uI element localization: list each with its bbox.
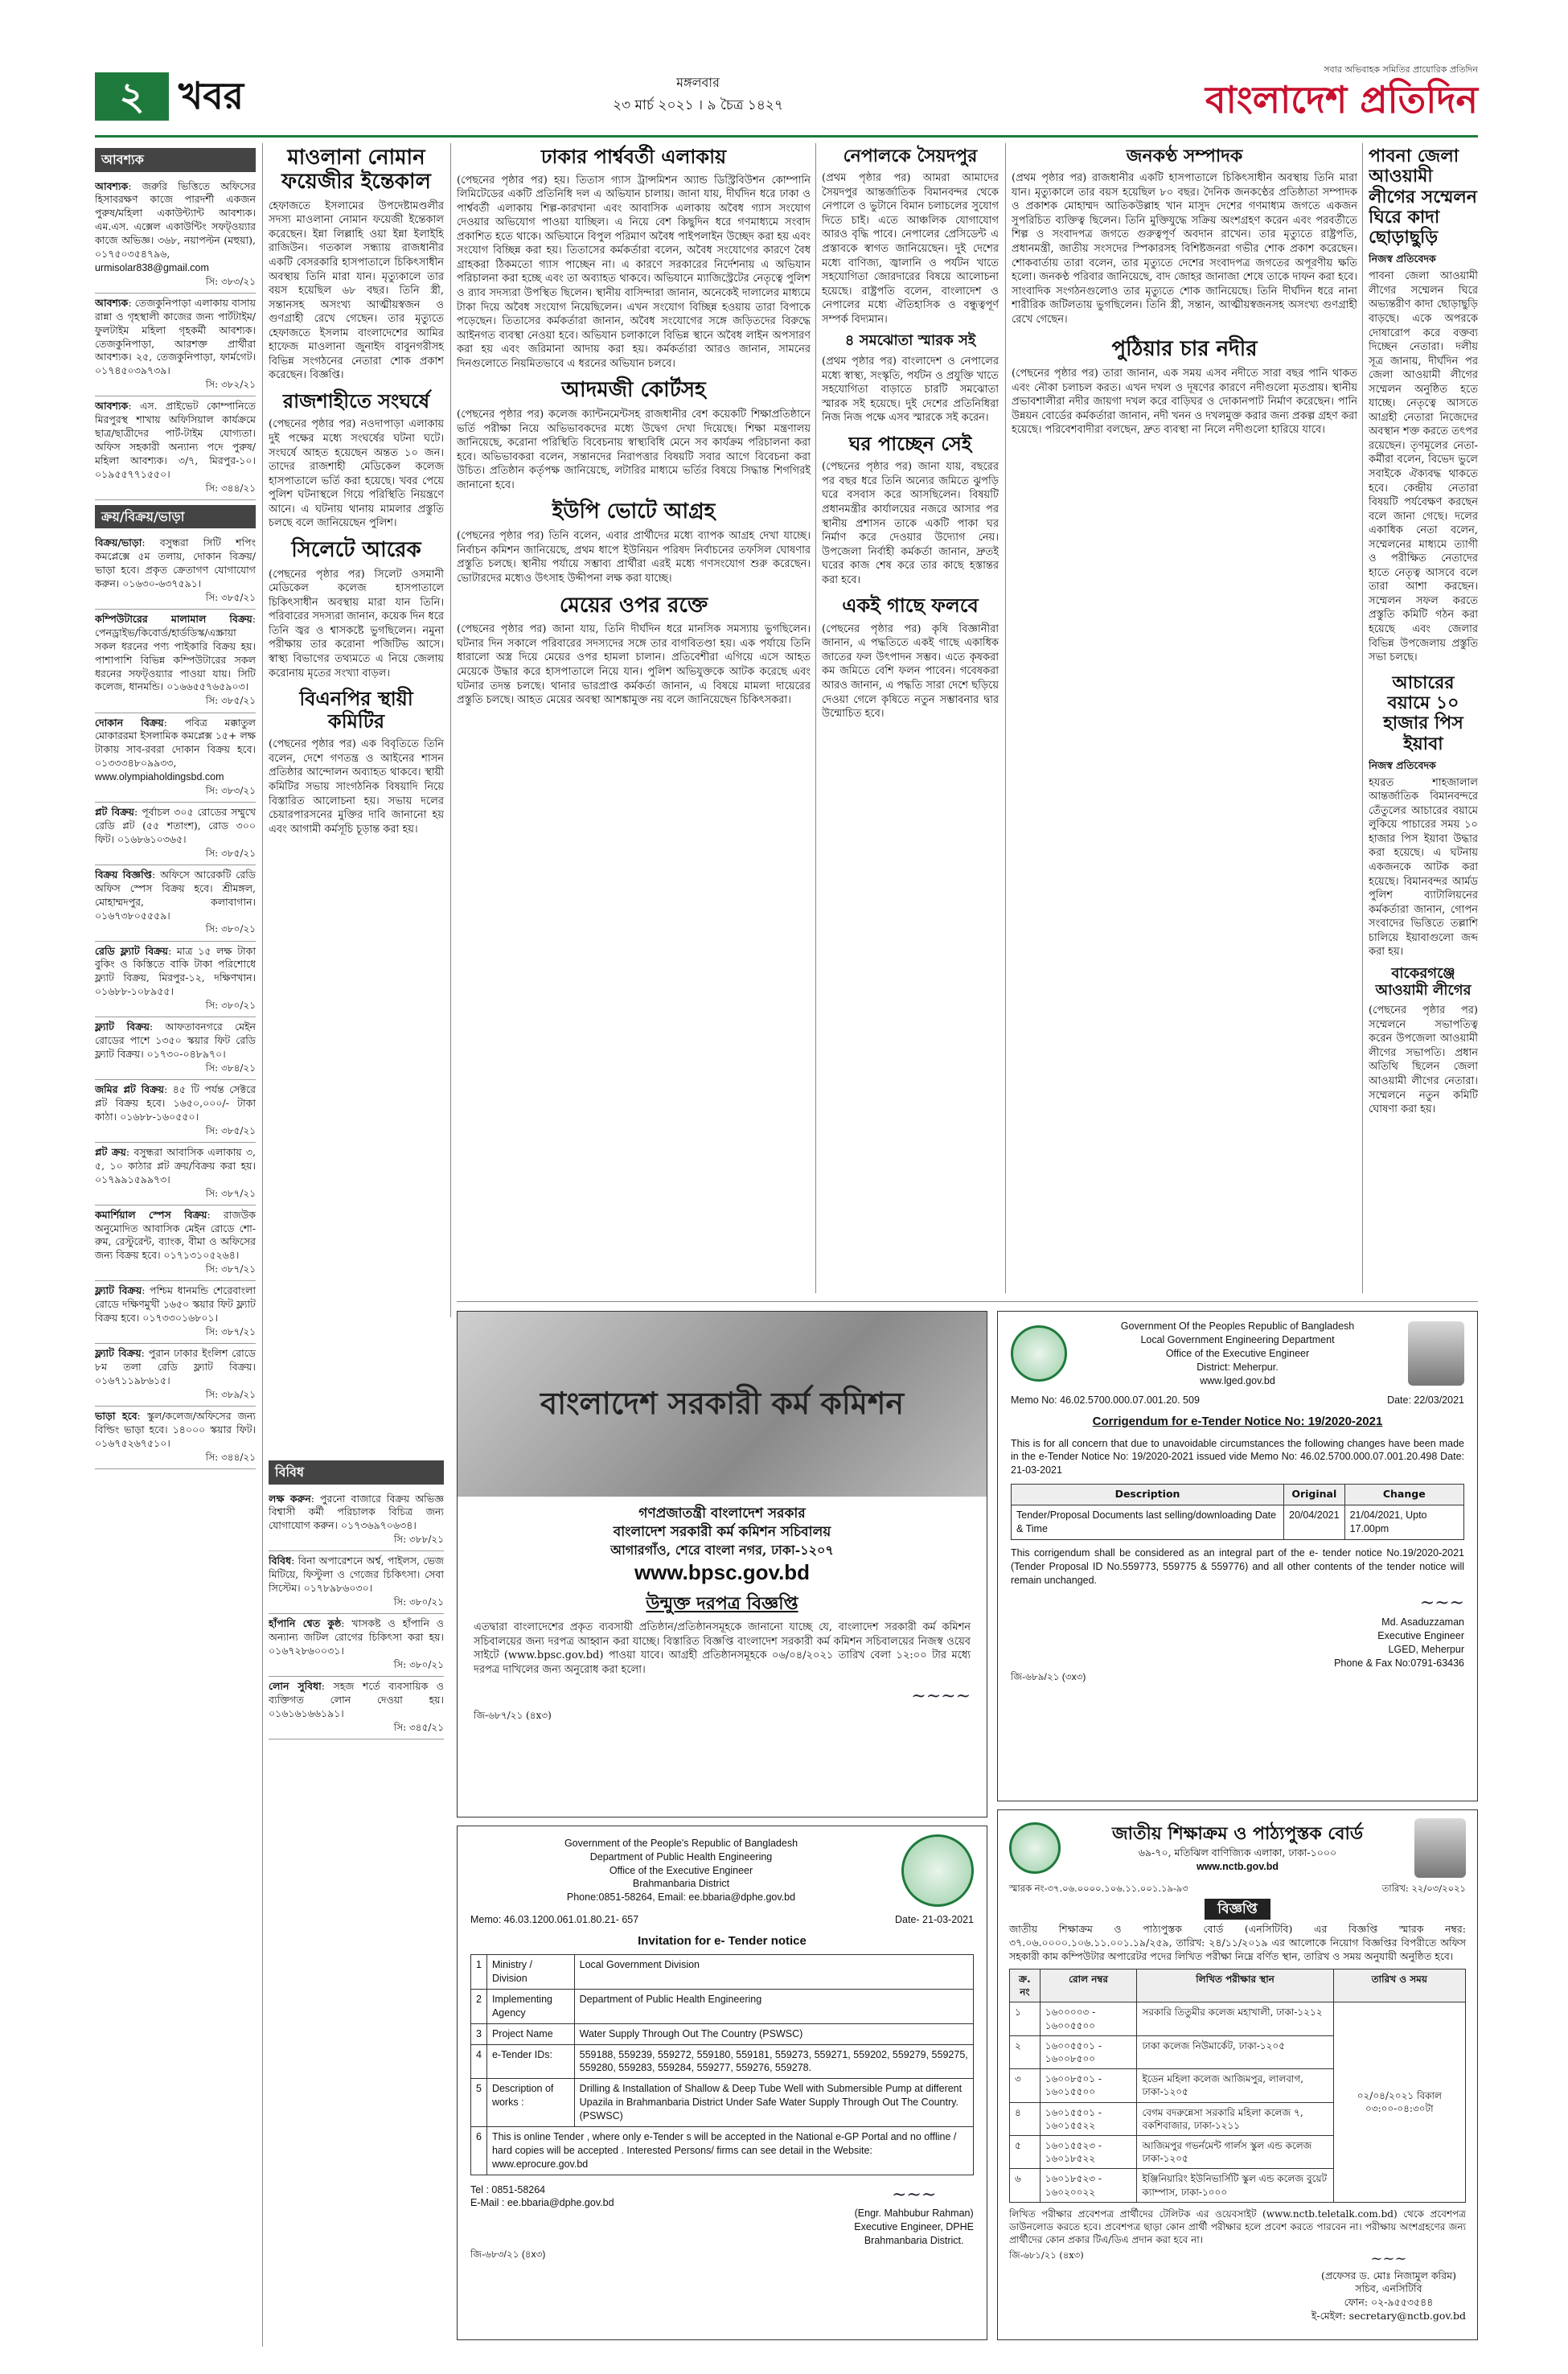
column-2 bbox=[269, 143, 444, 1446]
bibidh-ad-item bbox=[269, 1677, 444, 1739]
classified-heading-needed: আবশ্যক bbox=[95, 148, 256, 172]
nctb-phone: ফোন: ০২-৯৫৫৩৫৪৪ bbox=[1344, 2296, 1434, 2309]
nctb-th-datetime: তারিখ ও সময় bbox=[1333, 1969, 1465, 2002]
dphe-row-value: Water Supply Through Out The Country (PSWSC) bbox=[574, 2023, 973, 2044]
dphe-email[interactable]: E-Mail : ee.bbaria@dphe.gov.bd bbox=[470, 2197, 614, 2209]
nctb-row-venue: বেগম বদরুন্নেসা সরকারি মহিলা কলেজ ৭, বকশিবাজার, ঢাকা-১২১১ bbox=[1137, 2102, 1333, 2135]
column-divider bbox=[1005, 143, 1006, 1293]
nctb-row-serial: ৪ bbox=[1010, 2102, 1041, 2135]
dphe-row bbox=[471, 1955, 974, 1990]
nctb-row-roll: ১৬০০৫৫০১ - ১৬০০৮৫০০ bbox=[1040, 2035, 1137, 2068]
nctb-footer: লিখিত পরীক্ষার প্রবেশপত্র প্রার্থীদের টেলিটক এর ওয়েবসাইট (www.nctb.teletalk.com.bd) থেকে প্রবেশপত্র ডাউনলোড করতে হবে। প্রবেশপত্র ছাড়া কোন প্রার্থী পরীক্ষার হলে প্রবেশ করতে পারবেন না। পরীক্ষায় অংশগ্রহণের জন্য প্রার্থীদের কোন প্রকার টিএ/ডিএ প্রদান করা হবে না। bbox=[1009, 2208, 1466, 2246]
body-up-vote: (পেছনের পৃষ্ঠার পর) তিনি বলেন, এবার প্রার্থীদের মধ্যে ব্যাপক আগ্রহ দেখা যাচ্ছে। নির্বাচন কমিশন জানিয়েছে, প্রথম ধাপে ইউনিয়ন পরিষদ নির্বাচনের তফসিল ঘোষণার প্রস্তুতি চলছে। স্থানীয় পর্যায়ে সম্ভাব্য প্রার্থীরা এরই মধ্যে গণসংযোগ শুরু করেছেন। ভোটারদের মধ্যেও উৎসাহ উদ্দীপনা লক্ষ করা যাচ্ছে। bbox=[457, 530, 811, 585]
body-ice: হযরত শাহজালাল আন্তর্জাতিক বিমানবন্দরে তেঁতুলের আচারের বয়ামে লুকিয়ে পাচারের সময় ১০ হাজার পিস ইয়াবা উদ্ধার করা হয়েছে। এ ঘটনায় একজনকে আটক করা হয়েছে। বিমানবন্দর আর্মড পুলিশ ব্যাটালিয়নের কর্মকর্তারা জানান, গোপন সংবাদের ভিত্তিতে তল্লাশি চালিয়ে ইয়াবাগুলো জব্দ করা হয়। bbox=[1369, 776, 1478, 959]
bibidh-ad-ref: সি: ৩৮০/২১ bbox=[393, 1658, 444, 1670]
lged-web[interactable]: www.lged.gov.bd bbox=[1200, 1374, 1275, 1386]
sale-ad-title: ফ্ল্যাট বিক্রয় bbox=[95, 1021, 150, 1033]
needed-ad-text: : এস. প্রাইভেট কোম্পানিতে মিরপুরস্থ শাখায় অফিসিয়াল কার্যক্রমে ছাত্র/ছাত্রীদের পার্ট-টাইম যোগ্যতা। অফিস সহকারী অন্যান্য পদে পুরুষ/মহিলা আবশ্যক। ৩/৭, মিরপুর-১০। ০১৯৫৫৭৭১৫৫০। bbox=[95, 400, 256, 480]
nctb-row-venue: আজিমপুর গভর্নমেন্ট গার্লস স্কুল এন্ড কলেজ ঢাকা-১২০৫ bbox=[1137, 2135, 1333, 2168]
dphe-row-value: 559188, 559239, 559272, 559180, 559181, 559273, 559271, 559202, 559279, 559275, 559280, 559283, 559284, 559277, 559276, 559278. bbox=[574, 2044, 973, 2079]
dphe-gov: Government of the People's Republic of Bangladesh bbox=[564, 1837, 798, 1849]
bibidh-ad-item bbox=[269, 1614, 444, 1677]
sale-ad-text: : স্কুল/কলেজ/অফিসের জন্য বিল্ডিং ভাড়া হবে। ১৪০০০ স্কয়ার ফিট। ০১৬৭৫২৬৭৫১০। bbox=[95, 1410, 256, 1449]
body-rivers: (পেছনের পৃষ্ঠার পর) তারা জানান, এক সময় এসব নদীতে সারা বছর পানি থাকত এবং নৌকা চলাচল করত। এখন দখল ও দূষণের কারণে নদীগুলো মৃতপ্রায়। স্থানীয় প্রভাবশালীরা নদীর জায়গা দখল করে বাড়িঘর ও দোকানপাট নির্মাণ করেছেন। পানি উন্নয়ন বোর্ডের কর্মকর্তারা জানান, নদী খনন ও দখলমুক্ত করার জন্য প্রকল্প গ্রহণ করা হয়েছে। পরিবেশবাদীরা বলছেন, দ্রুত ব্যবস্থা না নিলে নদীগুলো হারিয়ে যাবে। bbox=[1012, 368, 1357, 437]
nctb-signer: (প্রফেসর ড. মোঃ নিজামুল করিম) bbox=[1320, 2269, 1456, 2282]
nctb-row-venue: ঢাকা কলেজ নিউমার্কেট, ঢাকা-১২০৫ bbox=[1137, 2035, 1333, 2068]
column-3 bbox=[457, 143, 811, 1293]
ad-lged bbox=[997, 1311, 1478, 1801]
ads-divider bbox=[457, 1301, 1478, 1302]
sale-ad-ref: সি: ৩৮৭/২১ bbox=[205, 1326, 256, 1337]
dphe-date: Date- 21-03-2021 bbox=[895, 1914, 974, 1925]
sale-ad-item bbox=[95, 533, 256, 610]
sale-ad-text: : পশ্চিম ধানমন্ডি শেরেবাংলা রোডে দক্ষিণমুখী ১৬৫০ স্কয়ার ফিট ফ্ল্যাট বিক্রয় হবে। ০১৭৩৩০১৬৮০১। bbox=[95, 1284, 256, 1325]
bibidh-column bbox=[269, 1456, 444, 2340]
headline-janakantha: জনকণ্ঠ সম্পাদক bbox=[1126, 146, 1243, 166]
lged-signature: ~~~ bbox=[1419, 1593, 1464, 1614]
dphe-signature: ~~~ bbox=[891, 2184, 937, 2205]
sale-ad-ref: সি: ৩৮০/২১ bbox=[205, 1000, 256, 1012]
headline-bnp: বিএনপির স্থায়ী কমিটির bbox=[299, 688, 413, 733]
dphe-memo: Memo: 46.03.1200.061.01.80.21- 657 bbox=[470, 1914, 639, 1925]
lged-th-description: Description bbox=[1012, 1485, 1284, 1505]
column-4 bbox=[822, 143, 999, 1293]
headline-meyer: মেয়ের ওপর রক্তে bbox=[559, 593, 708, 618]
nctb-th-serial: ক্র. নং bbox=[1010, 1969, 1041, 2002]
needed-ad-title: আবশ্যক bbox=[95, 400, 129, 413]
sale-ad-title: ফ্ল্যাট বিক্রয় bbox=[95, 1347, 142, 1360]
nctb-address: ৬৯-৭০, মতিঝিল বাণিজ্যিক এলাকা, ঢাকা-১০০০ bbox=[1138, 1846, 1337, 1859]
lged-signer: Md. Asaduzzaman bbox=[1381, 1616, 1464, 1629]
sale-ad-ref: সি: ৩৮৭/২১ bbox=[205, 1263, 256, 1275]
nctb-signer-title: সচিব, এনসিটিবি bbox=[1355, 2282, 1422, 2295]
classified-heading-bibidh: বিবিধ bbox=[269, 1460, 444, 1485]
bpsc-signature: ~~~~ bbox=[911, 1686, 971, 1707]
lged-intro: This is for all concern that due to unavoidable circumstances the following changes have been made in the e-Tender Notice No: 19/2020-2021 issued vide Memo No: 46.02.5700.000.07.001.20.498 Date: 21-03-2021 bbox=[1011, 1437, 1464, 1477]
headline-barishal: বাকেরগঞ্জে আওয়ামী লীগের bbox=[1375, 964, 1472, 999]
sale-ad-item bbox=[95, 865, 256, 942]
body-barishal: (পেছনের পৃষ্ঠার পর) সম্মেলনে সভাপতিত্ব করেন উপজেলা আওয়ামী লীগের সভাপতি। প্রধান অতিথি ছিলেন জেলা আওয়ামী লীগের নেতারা। সম্মেলনে নতুন কমিটি ঘোষণা করা হয়। bbox=[1369, 1004, 1478, 1116]
sale-ad-text: : বসুন্ধরা আবাসিক এলাকায় ৩, ৫, ১০ কাঠার প্লট ক্রয়/বিক্রয় করা হয়। ০১৭৯৯১৫৯৯৭৩। bbox=[95, 1145, 256, 1185]
brand-logo: বাংলাদেশ প্রতিদিন bbox=[1205, 77, 1478, 121]
needed-ad-item bbox=[95, 177, 256, 294]
column-divider bbox=[815, 143, 816, 1293]
needed-ad-ref: সি: ৩৮৩/২১ bbox=[205, 275, 256, 287]
bpsc-gov: গণপ্রজাতন্ত্রী বাংলাদেশ সরকার bbox=[638, 1505, 806, 1522]
headline-rivers: পুঠিয়ার চার নদীর bbox=[1111, 337, 1258, 362]
body-mou: (প্রথম পৃষ্ঠার পর) বাংলাদেশ ও নেপালের মধ্যে স্বাস্থ্য, সংস্কৃতি, পর্যটন ও প্রযুক্তি খাতে সহযোগিতা বাড়াতে চারটি সমঝোতা স্মারক সই হয়েছে। দুই দেশের প্রতিনিধিরা নিজ নিজ পক্ষে এসব স্মারকে সই করেন। bbox=[822, 355, 999, 425]
sale-ad-title: জমির প্লট বিক্রয় bbox=[95, 1083, 165, 1096]
sale-ad-title: কম্পিউটারের মালামাল বিক্রয় bbox=[95, 613, 252, 626]
dphe-row bbox=[471, 1989, 974, 2023]
sale-ad-ref: সি: ৩৮৫/২১ bbox=[205, 695, 256, 707]
sale-ad-title: বিক্রয়/ভাড়া bbox=[95, 536, 142, 549]
dphe-signer: (Engr. Mahbubur Rahman) bbox=[854, 2208, 974, 2220]
sale-ad-ref: সি: ৩৮৪/২১ bbox=[205, 1062, 256, 1074]
nctb-row-venue: ইডেন মহিলা কলেজ আজিমপুর, লালবাগ, ঢাকা-১২০৫ bbox=[1137, 2069, 1333, 2102]
sale-ad-item bbox=[95, 1407, 256, 1469]
nctb-row-serial: ৬ bbox=[1010, 2169, 1041, 2202]
bibidh-ad-text: : সহজ শর্তে ব্যবসায়িক ও ব্যক্তিগত লোন দেওয়া হয়। ০১৬১৬১৬৬১৯১। bbox=[269, 1680, 444, 1719]
dphe-office: Office of the Executive Engineer bbox=[609, 1864, 753, 1876]
sale-ad-title: প্লট ক্রয় bbox=[95, 1145, 126, 1158]
dphe-row-key: Implementing Agency bbox=[486, 1989, 574, 2023]
dphe-row bbox=[471, 2023, 974, 2044]
bpsc-web[interactable]: www.bpsc.gov.bd bbox=[634, 1560, 811, 1585]
masthead-rule bbox=[95, 135, 1478, 138]
dphe-ref: জি-৬৮৩/২১ (৪x৩) bbox=[470, 2248, 546, 2260]
bpsc-ref: জি-৬৮৭/২১ (৪x৩) bbox=[474, 1710, 552, 1722]
sale-ad-item bbox=[95, 1017, 256, 1080]
nctb-row-roll: ১৬০০০০৩ - ১৬০০৫৫০০ bbox=[1040, 2002, 1137, 2035]
sale-ad-ref: সি: ৩৮০/২১ bbox=[205, 923, 256, 935]
sale-ad-text: : পবিত্র মক্কাতুল মোকাররমা ইসলামিক কমপ্লেক্স ১৫+ লক্ষ টাকায় সাব-রবরা দোকান বিক্রয় হবে। ০১৩৩৩৪৮০৯৯৩৩, bbox=[95, 716, 256, 770]
brand bbox=[1205, 64, 1478, 123]
bpsc-title: উন্মুক্ত দরপত্র বিজ্ঞপ্তি bbox=[646, 1592, 798, 1614]
section-name: খবর bbox=[179, 74, 244, 117]
sale-ad-text: : পুরান ঢাকার ইংলিশ রোডে ৮ম তলা রেডি ফ্ল্যাট বিক্রয়। ০১৬৭১১৯৮৬১৫। bbox=[95, 1347, 256, 1386]
sale-ad-ref: সি: ৩৮৭/২১ bbox=[205, 1187, 256, 1199]
nctb-title: জাতীয় শিক্ষাক্রম ও পাঠ্যপুস্তক বোর্ড bbox=[1111, 1823, 1364, 1845]
sale-ad-web[interactable]: www.olympiaholdingsbd.com bbox=[95, 771, 224, 782]
sale-ad-item bbox=[95, 1344, 256, 1407]
lged-row-original: 20/04/2021 bbox=[1284, 1505, 1345, 1540]
nctb-date-time: ০২/০৪/২০২১ বিকাল ০৩:০০-০৪:৩০টা bbox=[1333, 2002, 1465, 2202]
sale-ad-title: প্লট বিক্রয় bbox=[95, 806, 135, 819]
headline-ice: আচারের বয়ামে ১০ হাজার পিস ইয়াবা bbox=[1383, 672, 1463, 754]
nctb-web[interactable]: www.nctb.gov.bd bbox=[1196, 1860, 1279, 1872]
nctb-row bbox=[1010, 2002, 1466, 2035]
bpsc-photo-sign: বাংলাদেশ সরকারী কর্ম কমিশন bbox=[540, 1386, 905, 1422]
headline-up-vote: ইউপি ভোটে আগ্রহ bbox=[552, 499, 716, 524]
sale-ad-ref: সি: ৩৮৩/২১ bbox=[205, 784, 256, 796]
nctb-signature: ~~~ bbox=[1370, 2250, 1407, 2268]
bibidh-ad-ref: সি: ৩৮৮/২১ bbox=[393, 1534, 444, 1546]
lged-title: Corrigendum for e-Tender Notice No: 19/2020-2021 bbox=[1092, 1415, 1383, 1429]
body-nepal: (প্রথম পৃষ্ঠার পর) আমরা আমাদের সৈয়দপুর আন্তর্জাতিক বিমানবন্দর থেকে নেপালে ও ভুটানে বিমান চলাচলের সুযোগ দিতে চাই। এতে আঞ্চলিক যোগাযোগ আরও বৃদ্ধি পাবে। নেপালের প্রেসিডেন্ট এ প্রস্তাবকে স্বাগত জানিয়েছেন। দুই দেশের মধ্যে বাণিজ্য, জ্বালানি ও পর্যটন খাতে সহযোগিতা জোরদারের বিষয়ে আলোচনা হয়েছে। রাষ্ট্রপতি বলেন, বাংলাদেশ ও নেপালের মধ্যে ঐতিহাসিক ও বন্ধুত্বপূর্ণ সম্পর্ক বিদ্যমান। bbox=[822, 172, 999, 326]
sale-ad-ref: সি: ৩৮৫/২১ bbox=[205, 591, 256, 603]
bibidh-ad-title: লক্ষ করুন bbox=[269, 1492, 311, 1505]
dphe-row-number: 6 bbox=[471, 2126, 487, 2175]
body-ghor: (পেছনের পৃষ্ঠার পর) জানা যায়, বছরের পর বছর ধরে তিনি অন্যের জমিতে ঝুপড়ি ঘরে বসবাস করে আসছিলেন। বিষয়টি প্রধানমন্ত্রীর কার্যালয়ের নজরে আসার পর স্থানীয় প্রশাসন তাকে একটি পাকা ঘর নির্মাণ করে দেওয়ার উদ্যোগ নেয়। উপজেলা নির্বাহী কর্মকর্তা জানান, দ্রুতই ঘরের কাজ শেষ করে তার কাছে হস্তান্তর করা হবে। bbox=[822, 461, 999, 586]
nctb-notice: বিজ্ঞপ্তি bbox=[1205, 1899, 1270, 1920]
bibidh-ad-title: হাঁপানি শ্বেত কুষ্ঠ bbox=[269, 1617, 342, 1630]
lged-office: Office of the Executive Engineer bbox=[1165, 1347, 1310, 1359]
ad-bpsc bbox=[457, 1311, 987, 1817]
dphe-row-number: 1 bbox=[471, 1955, 487, 1990]
sale-ad-item bbox=[95, 1281, 256, 1344]
sale-ad-item bbox=[95, 1143, 256, 1205]
nctb-row-roll: ১৬০০৮৫০১ - ১৬০১৫৫০০ bbox=[1040, 2069, 1137, 2102]
sale-ad-text: : রাজউক অনুমোদিত আবাসিক মেইন রোডে শো-রুম, রেস্টুরেন্ট, ব্যাংক, বীমা ও অফিসের জন্য বিক্রয় হবে। ০১৭১৩১০৫২৬৪। bbox=[95, 1208, 256, 1262]
sale-ad-title: বিক্রয় বিজ্ঞপ্তি bbox=[95, 868, 152, 881]
bpsc-building-photo bbox=[458, 1312, 987, 1497]
needed-ad-item bbox=[95, 294, 256, 396]
lged-th-original: Original bbox=[1284, 1485, 1345, 1505]
dphe-row-value: This is online Tender , where only e-Tender s will be accepted in the National e-GP Portal and no offline / hard copies will be accepted . Interested Persons/ firms can see detail in the Website: www.eprocure.gov.bd bbox=[486, 2126, 973, 2175]
dphe-table bbox=[470, 1954, 974, 2175]
sale-ad-item bbox=[95, 1080, 256, 1143]
sale-ad-item bbox=[95, 610, 256, 713]
nctb-th-venue: লিখিত পরীক্ষার স্থান bbox=[1137, 1969, 1333, 2002]
dphe-row-key: Description of works : bbox=[486, 2079, 574, 2127]
page-number: ২ bbox=[95, 72, 169, 121]
sale-ad-text: : মাত্র ১৫ লক্ষ টাকা বুকিং ও কিস্তিতে বাকি টাকা পরিশোধে ফ্ল্যাট বিক্রয়, মিরপুর-১২, দক্ষিণখান। ০১৬৮৮-১০৮৯৫৫। bbox=[95, 944, 256, 998]
dphe-row-key: e-Tender IDs: bbox=[486, 2044, 574, 2079]
headline-pabna: পাবনা জেলা আওয়ামী লীগের সম্মেলন ঘিরে কাদা ছোড়াছুড়ি bbox=[1369, 146, 1477, 248]
nctb-row-roll: ১৬০১৫৫২৩ - ১৬০১৮৫২২ bbox=[1040, 2135, 1137, 2168]
sale-ad-text: : ৪৫ টি পর্যন্ত সেক্টরে প্লট বিক্রয় হবে। ১৬৫০,০০০/- টাকা কাঠা। ০১৬৮৮-১৬০৫৫০। bbox=[95, 1083, 256, 1123]
dphe-row-value: Drilling & Installation of Shallow & Deep Tube Well with Submersible Pump at different Upazila in Brahmanbaria District Under Safe Water Supply Through Out The Country.(PSWSC) bbox=[574, 2079, 973, 2127]
sale-ad-item bbox=[95, 1205, 256, 1282]
nctb-row-serial: ১ bbox=[1010, 2002, 1041, 2035]
dphe-phone: Phone:0851-58264, Email: ee.bbaria@dphe.gov.bd bbox=[566, 1891, 796, 1904]
dphe-row-number: 3 bbox=[471, 2023, 487, 2044]
dphe-row-key: Ministry / Division bbox=[486, 1955, 574, 1990]
sale-ad-ref: সি: ৩৮৯/২১ bbox=[205, 1388, 256, 1400]
date: ২৩ মার্চ ২০২১ । ৯ চৈত্র ১৪২৭ bbox=[612, 97, 784, 113]
needed-ad-email[interactable]: urmisolar838@gmail.com bbox=[95, 261, 209, 273]
brand-tagline: সবার অভিবাহক সমিতির প্রায়োরিক প্রতিদিন bbox=[1324, 64, 1478, 75]
lged-portrait bbox=[1408, 1321, 1464, 1386]
body-meyer: (পেছনের পৃষ্ঠার পর) জানা যায়, তিনি দীর্ঘদিন ধরে মানসিক সমস্যায় ভুগছিলেন। ঘটনার দিন সকালে পরিবারের সদস্যদের সঙ্গে তার বাগবিতণ্ডা হয়। এক পর্যায়ে তিনি ধারালো অস্ত্র দিয়ে মেয়ের ওপর হামলা চালান। প্রতিবেশীরা এগিয়ে এসে আহত মেয়েকে উদ্ধার করে হাসপাতালে নিয়ে যান। পুলিশ অভিযুক্তকে আটক করেছে এবং ঘটনার তদন্ত চলছে। থানার ভারপ্রাপ্ত কর্মকর্তা জানান, এ বিষয়ে মামলা দায়েরের প্রস্তুতি চলছে। আহত মেয়ের অবস্থা আশঙ্কামুক্ত নয় বলে জানিয়েছেন চিকিৎসকরা। bbox=[457, 623, 811, 707]
dphe-title: Invitation for e- Tender notice bbox=[638, 1933, 807, 1948]
lged-signer-title: Executive Engineer bbox=[1377, 1629, 1464, 1641]
body-janakantha: (প্রথম পৃষ্ঠার পর) রাজধানীর একটি হাসপাতালে চিকিৎসাধীন অবস্থায় তিনি মারা যান। মৃত্যুকালে তার বয়স হয়েছিল ৮০ বছর। দৈনিক জনকণ্ঠের প্রতিষ্ঠাতা সম্পাদক ও প্রকাশক মোহাম্মদ আতিকউল্লাহ খান মাসুদ দেশের গণমাধ্যম জগতে একজন সুপরিচিত ব্যক্তিত্ব ছিলেন। তিনি মুক্তিযুদ্ধে সক্রিয় অংশগ্রহণ করেন এবং পরবর্তীতে শিল্প ও সংবাদপত্র জগতে গুরুত্বপূর্ণ অবদান রাখেন। তার মৃত্যুতে রাষ্ট্রপতি, প্রধানমন্ত্রী, জাতীয় সংসদের স্পিকারসহ বিশিষ্টজনরা গভীর শোক প্রকাশ করেছেন। শোকবার্তায় তারা বলেন, তার মৃত্যুতে দেশের সংবাদপত্র জগতের অপূরণীয় ক্ষতি হলো। জনকণ্ঠ পরিবার জানিয়েছে, বাদ জোহর জানাজা শেষে তাকে দাফন করা হবে। সাংবাদিক সংগঠনগুলোও তার মৃত্যুতে শোক জানিয়েছে। তিনি দীর্ঘদিন ধরে নানা শারীরিক জটিলতায় ভুগছিলেন। তিনি স্ত্রী, সন্তান, আত্মীয়স্বজনসহ অসংখ্য গুণগ্রাহী রেখে গেছেন। bbox=[1012, 172, 1357, 326]
needed-ad-title: আবশ্যক bbox=[95, 296, 129, 309]
body-adamji: (পেছনের পৃষ্ঠার পর) কলেজ ক্যান্টনমেন্টসহ রাজধানীর বেশ কয়েকটি শিক্ষাপ্রতিষ্ঠানে ভর্তি পরীক্ষা নিয়ে অভিভাবকদের মধ্যে উদ্বেগ দেখা দিয়েছে। শিক্ষা মন্ত্রণালয় জানিয়েছে, করোনা পরিস্থিতি বিবেচনায় স্বাস্থ্যবিধি মেনে সব কার্যক্রম পরিচালনা করা হবে। অভিভাবকরা বলেন, সন্তানদের নিরাপত্তার বিষয়টি সবার আগে বিবেচনা করা উচিত। প্রতিষ্ঠান কর্তৃপক্ষ জানিয়েছে, লটারির মাধ্যমে ভর্তির বিষয়ে সিদ্ধান্ত শিগগিরই জানানো হবে। bbox=[457, 409, 811, 491]
lged-table bbox=[1011, 1484, 1464, 1540]
nctb-row-serial: ২ bbox=[1010, 2035, 1041, 2068]
nctb-seal bbox=[1009, 1822, 1061, 1874]
dphe-row-value: Local Government Division bbox=[574, 1955, 973, 1990]
sale-ad-title: কমার্শিয়াল স্পেস বিক্রয় bbox=[95, 1208, 207, 1221]
needed-ad-ref: সি: ৩৪৪/২১ bbox=[205, 482, 256, 494]
lged-th-change: Change bbox=[1344, 1485, 1463, 1505]
ad-dphe bbox=[457, 1826, 987, 2340]
sale-ad-ref: সি: ৩৪৪/২১ bbox=[205, 1451, 256, 1463]
classified-heading-sale: ক্রয়/বিক্রয়/ভাড়া bbox=[95, 505, 256, 529]
column-divider bbox=[450, 143, 451, 1317]
lged-signer-office: LGED, Meherpur bbox=[1388, 1643, 1464, 1655]
column-6 bbox=[1369, 143, 1478, 1293]
dphe-seal bbox=[901, 1834, 974, 1907]
sale-ad-ref: সি: ৩৮৫/২১ bbox=[205, 847, 256, 859]
sale-ad-item bbox=[95, 803, 256, 865]
needed-ad-text: : জরুরি ভিত্তিতে অফিসের হিসাবরক্ষণ কাজে পারদর্শী একজন পুরুষ/মহিলা একাউন্ট্যান্ট আবশ্যক। এম.এস. এক্সেল একাউন্টিং সফট্ওয়্যার কাজে অভিজ্ঞ। ৩৬৮, নয়াপল্টন (মহুয়া), ০১৭৫০৩৫৪৭৯৬, bbox=[95, 179, 256, 260]
body-bnp: (পেছনের পৃষ্ঠার পর) এক বিবৃতিতে তিনি বলেন, দেশে গণতন্ত্র ও আইনের শাসন প্রতিষ্ঠার আন্দোলন অব্যাহত থাকবে। স্থায়ী কমিটির সভায় সাংগঠনিক বিষয়াদি নিয়ে বিস্তারিত আলোচনা হয়। সভায় দলের চেয়ারপারসনের মুক্তির দাবি জানানো হয় এবং আগামী কর্মসূচি চূড়ান্ত করা হয়। bbox=[269, 738, 444, 836]
bibidh-ad-text: : খাসকষ্ট ও হাঁপানি ও অন্যান্য জটিল রোগের চিকিৎসা করা হয়। ০১৬৭২৮৬০০৩১। bbox=[269, 1617, 444, 1657]
body-pabna: পাবনা জেলা আওয়ামী লীগের সম্মেলন ঘিরে অভ্যন্তরীণ কাদা ছোড়াছুড়ি বাড়ছে। একে অপরকে দোষারোপ করে বক্তব্য দিচ্ছেন নেতারা। দলীয় সূত্র জানায়, দীর্ঘদিন পর জেলা আওয়ামী লীগের সম্মেলন অনুষ্ঠিত হতে যাচ্ছে। নেতৃত্বে আসতে আগ্রহী নেতারা নিজেদের অবস্থান শক্ত করতে তৎপর রয়েছেন। তৃণমূলের নেতা-কর্মীরা বলেন, বিভেদ ভুলে সবাইকে ঐক্যবদ্ধ থাকতে হবে। কেন্দ্রীয় নেতারা বিষয়টি পর্যবেক্ষণ করছেন বলে জানা গেছে। দলের একাধিক নেতা বলেন, সম্মেলনের মাধ্যমে ত্যাগী ও পরীক্ষিত নেতাদের হাতে নেতৃত্ব আসবে বলে তারা আশা করছেন। সম্মেলন সফল করতে প্রস্তুতি কমিটি গঠন করা হয়েছে এবং জেলার বিভিন্ন উপজেলায় প্রস্তুতি সভা চলছে। bbox=[1369, 270, 1478, 664]
lged-phone: Phone & Fax No:0791-63436 bbox=[1334, 1657, 1464, 1669]
nctb-row-venue: সরকারি তিতুমীর কলেজ মহাখালী, ঢাকা-১২১২ bbox=[1137, 2002, 1333, 2035]
body-ekoi-gach: (পেছনের পৃষ্ঠার পর) কৃষি বিজ্ঞানীরা জানান, এ পদ্ধতিতে একই গাছে একাধিক জাতের ফল উৎপাদন সম্ভব। এতে কৃষকরা কম জমিতে বেশি ফলন পাবেন। গবেষকরা আরও জানান, এ পদ্ধতি সারা দেশে ছড়িয়ে দেওয়া গেলে কৃষিতে নতুন সম্ভাবনার দ্বার উন্মোচিত হবে। bbox=[822, 622, 999, 721]
nctb-memo: স্মারক নং-৩৭.০৬.০০০০.১০৬.১১.০০১.১৯-৯৩ bbox=[1009, 1883, 1188, 1894]
headline-dhaka: ঢাকার পার্শ্ববর্তী এলাকায় bbox=[540, 146, 727, 168]
column-divider bbox=[262, 143, 263, 2347]
day: মঙ্গলবার bbox=[676, 75, 720, 90]
headline-sylhet: সিলেটে আরেক bbox=[291, 537, 421, 562]
lged-note: This corrigendum shall be considered as an integral part of the e- tender notice No.19/2020-2021 (Tender Proposal ID No.559773, 559775 & 559776) and all other contents of the tender notice will remain unchanged. bbox=[1011, 1546, 1464, 1586]
sale-ad-text: : আফতাবনগরে মেইন রোডের পাশে ১৩৫০ স্কয়ার ফিট রেডি ফ্ল্যাট বিক্রয়। ০১৭৩০-০৪৮৯৭০। bbox=[95, 1021, 256, 1060]
bpsc-body: এতদ্বারা বাংলাদেশের প্রকৃত ব্যবসায়ী প্রতিষ্ঠান/প্রতিষ্ঠানসমূহকে জানানো যাচ্ছে যে, বাংলাদেশ সরকারী কর্ম কমিশন সচিবালয়ের জন্য দরপত্র আহ্বান করা যাচ্ছে। বিস্তারিত বিজ্ঞপ্তি বাংলাদেশ সরকারী কর্ম কমিশন সচিবালয়ের নিজস্ব ওয়েব সাইটে (www.bpsc.gov.bd) পাওয়া যাবে। আগ্রহী প্রতিষ্ঠানসমূহকে ০৬/০৪/২০২১ তারিখ বেলা ১২:০০ টার মধ্যে দরপত্র দাখিলের জন্য অনুরোধ করা হলো। bbox=[474, 1621, 971, 1676]
dphe-district: Brahmanbaria District bbox=[632, 1878, 730, 1890]
bibidh-ad-ref: সি: ৩৮০/২১ bbox=[393, 1596, 444, 1608]
sale-ad-text: : পূর্বাচল ৩০৫ রোডের সম্মুখে রেডি প্লট (৫৫ শতাংশ), রোড ৩০০ ফিট। ০১৬৮৬১০৩৬৫। bbox=[95, 806, 256, 845]
sale-ad-ref: সি: ৩৮৫/২১ bbox=[205, 1124, 256, 1136]
ad-nctb bbox=[997, 1809, 1478, 2340]
column-5 bbox=[1012, 143, 1357, 1293]
headline-rajshahi: রাজশাহীতে সংঘর্ষে bbox=[282, 389, 430, 413]
dphe-row bbox=[471, 2126, 974, 2175]
needed-ad-title: আবশ্যক bbox=[95, 179, 129, 192]
bpsc-address: আগারগাঁও, শেরে বাংলা নগর, ঢাকা-১২০৭ bbox=[610, 1542, 834, 1558]
sale-ad-item bbox=[95, 713, 256, 803]
lged-row-description: Tender/Proposal Documents last selling/downloading Date & Time bbox=[1012, 1505, 1284, 1540]
nctb-portrait bbox=[1414, 1818, 1466, 1878]
lged-district: District: Meherpur. bbox=[1197, 1361, 1279, 1373]
needed-ad-ref: সি: ৩৮২/২১ bbox=[205, 379, 256, 391]
nctb-email[interactable]: ই-মেইল: secretary@nctb.gov.bd bbox=[1311, 2310, 1466, 2323]
dphe-tel: Tel : 0851-58264 bbox=[470, 2183, 546, 2195]
dphe-row-key: Project Name bbox=[486, 2023, 574, 2044]
bibidh-ad-title: লোন সুবিধা bbox=[269, 1680, 322, 1693]
dphe-row-value: Department of Public Health Engineering bbox=[574, 1989, 973, 2023]
nctb-row-serial: ৫ bbox=[1010, 2135, 1041, 2168]
headline-mou: ৪ সমঝোতা স্মারক সই bbox=[844, 332, 976, 350]
byline-pabna: নিজস্ব প্রতিবেদক bbox=[1369, 253, 1436, 265]
bibidh-ad-text: : বিনা অপারেশনে অর্শ্ব, পাইলস, ভেজ মিটিয়ে, ফিস্টুলা ও গেজের চিকিৎসা। সেবা সিস্টেম। ০১৭৮৯৮৬০৩০। bbox=[269, 1555, 444, 1595]
nctb-table bbox=[1009, 1969, 1466, 2203]
dphe-dept: Department of Public Health Engineering bbox=[589, 1850, 773, 1863]
dphe-signer-office: Brahmanbaria District. bbox=[864, 2234, 964, 2246]
sale-ad-text: : পেনড্রাইভ/কিবোর্ড/হার্ডডিস্ক/এস্ক্রায়া সকল ধরনের পণ্য পাইকারি বিক্রয় হয়। পাশাপাশি বিভিন্ন কম্পিউটারের সকল ধরনের সফট্ওয়্যার পাওয়া যায়। সিটি কলেজ, ধানমন্ডি। ০১৬৬৫৫৭৬৫৯০৩। bbox=[95, 613, 256, 693]
needed-ad-text: : তেজকুনিপাড়া এলাকায় বাসায় রান্না ও গৃহস্থালী কাজের জন্য পার্টটাইম/ফুলটাইম মহিলা গৃহকর্মী আবশ্যক। তেজকুনিপাড়া, আরশক্ত প্রার্থীরা আবশ্যক। ২৫, তেজকুনিপাড়া, ফার্মগেট। ০১৭৪৫০৩৯৭৩৯। bbox=[95, 296, 256, 377]
body-dhaka: (পেছনের পৃষ্ঠার পর) হয়। তিতাস গ্যাস ট্রান্সমিশন অ্যান্ড ডিস্ট্রিবিউশন কোম্পানি লিমিটেডের একটি প্রতিনিধি দল এ অভিযান চালায়। জানা যায়, দীর্ঘদিন ধরে ঢাকা ও পার্শ্ববর্তী এলাকায় শিল্প-কারখানা এবং আবাসিক এলাকায় অবৈধ গ্যাস সংযোগ দেওয়ার অভিযোগ পাওয়া যাচ্ছিল। এ নিয়ে বেশ কিছুদিন ধরে গণমাধ্যমে সংবাদ প্রকাশিত হতে থাকে। অভিযানে বিপুল পরিমাণ অবৈধ পাইপলাইন উচ্ছেদ করা হয় এবং সংযোগ বিচ্ছিন্ন করা হয়। তিতাসের কর্মকর্তারা বলেন, অবৈধ সংযোগের কারণে বৈধ গ্রাহকরা ঠিকমতো গ্যাস পাচ্ছেন না। এ কারণে সরকারের নির্দেশনায় এ অভিযান পরিচালনা করা হচ্ছে এবং তা অব্যাহত থাকবে। অভিযানে ম্যাজিস্ট্রেটের নেতৃত্বে পুলিশ ও র‍্যাব সদস্যরা উপস্থিত ছিলেন। স্থানীয় বাসিন্দারা জানান, অনেকেই দালালের মাধ্যমে টাকা দিয়ে অবৈধ সংযোগ নিয়েছিলেন। এখন সংযোগ বিচ্ছিন্ন হওয়ায় তারা বিপাকে পড়েছেন। তিতাসের কর্মকর্তারা জানান, অবৈধ সংযোগের সঙ্গে জড়িতদের বিরুদ্ধে আইনগত ব্যবস্থা নেওয়া হবে। অভিযান চলাকালে বিভিন্ন স্থানে অবৈধ লাইন অপসারণ করা হয় এবং জরিমানা আদায় করা হয়। কর্মকর্তারা আরও জানান, সামনের দিনগুলোতে নিয়মিতভাবে এ ধরনের অভিযান চলবে। bbox=[457, 174, 811, 370]
lged-date: Date: 22/03/2021 bbox=[1387, 1394, 1464, 1407]
headline-ekoi-gach: একই গাছে ফলবে bbox=[842, 594, 979, 618]
nctb-row-venue: ইঞ্জিনিয়ারিং ইউনিভার্সিটি স্কুল এন্ড কলেজ বুয়েট ক্যাম্পাস, ঢাকা-১০০০ bbox=[1137, 2169, 1333, 2202]
body-noman: হেফাজতে ইসলামের উপদেষ্টামণ্ডলীর সদস্য মাওলানা নোমান ফয়েজী ইন্তেকাল করেছেন। ইন্না লিল্লাহি ওয়া ইন্না ইলাইহি রাজিউন। গতকাল সন্ধ্যায় রাজধানীর একটি বেসরকারি হাসপাতালে চিকিৎসাধীন অবস্থায় তিনি মারা যান। মৃত্যুকালে তার বয়স হয়েছিল ৬৮ বছর। তিনি স্ত্রী, সন্তানসহ অসংখ্য আত্মীয়স্বজন ও গুণগ্রাহী রেখে গেছেন। তার মৃত্যুতে হেফাজতে ইসলাম বাংলাদেশের আমির হাফেজ মাওলানা জুনাইদ বাবুনগরীসহ বিভিন্ন সংগঠনের নেতারা শোক প্রকাশ করেছেন। বিজ্ঞপ্তি। bbox=[269, 199, 444, 382]
dphe-row bbox=[471, 2044, 974, 2079]
nctb-row-serial: ৩ bbox=[1010, 2069, 1041, 2102]
nctb-date: তারিখ: ২২/০৩/২০২১ bbox=[1381, 1883, 1466, 1894]
column-divider bbox=[1362, 143, 1363, 1293]
dphe-row bbox=[471, 2079, 974, 2127]
sale-ad-title: ফ্ল্যাট বিক্রয় bbox=[95, 1284, 142, 1297]
nctb-intro: জাতীয় শিক্ষাক্রম ও পাঠ্যপুস্তক বোর্ড (এনসিটিবি) এর বিজ্ঞপ্তি স্মারক নম্বর: ৩৭.০৬.০০০০.১০৬.১১.০০১.১৯/২৫৯, তারিখ: ২৪/১১/২০১৯ এর আলোকে নিয়োগ বিজ্ঞপ্তির বিপরীতে অফিস সহকারী কাম কম্পিউটার অপারেটর পদের লিখিত পরীক্ষা নিম্নে বর্ণিত স্থান, তারিখ ও সময় অনুযায়ী অনুষ্ঠিত হবে। bbox=[1009, 1923, 1466, 1963]
lged-ref: জি-৬৮৯/২১ (৩x৩) bbox=[1011, 1670, 1086, 1682]
bibidh-ad-item bbox=[269, 1551, 444, 1614]
lged-memo: Memo No: 46.02.5700.000.07.001.20. 509 bbox=[1011, 1394, 1200, 1407]
headline-ghor: ঘর পাচ্ছেন সেই bbox=[848, 432, 972, 455]
lged-gov: Government Of the Peoples Republic of Bangladesh bbox=[1120, 1320, 1355, 1332]
bibidh-ad-ref: সি: ৩৪৫/২১ bbox=[393, 1721, 444, 1733]
dphe-row-number: 5 bbox=[471, 2079, 487, 2127]
body-rajshahi: (পেছনের পৃষ্ঠার পর) নওদাপাড়া এলাকায় দুই পক্ষের মধ্যে সংঘর্ষের ঘটনা ঘটে। সংঘর্ষে আহত হয়েছেন অন্তত ১০ জন। তাদের রাজশাহী মেডিকেল কলেজ হাসপাতালে ভর্তি করা হয়েছে। খবর পেয়ে পুলিশ ঘটনাস্থলে গিয়ে পরিস্থিতি নিয়ন্ত্রণে আনে। এ ঘটনায় থানায় মামলার প্রস্তুতি চলছে বলে জানিয়েছেন পুলিশ। bbox=[269, 418, 444, 530]
nctb-ref: জি-৬৮১/২১ (৪x৩) bbox=[1009, 2249, 1084, 2261]
needed-ad-item bbox=[95, 396, 256, 499]
bibidh-ad-item bbox=[269, 1489, 444, 1552]
masthead bbox=[95, 64, 1478, 132]
dphe-row-number: 2 bbox=[471, 1989, 487, 2023]
nctb-row-roll: ১৬০১৮৫২৩ - ১৬০২০০২২ bbox=[1040, 2169, 1137, 2202]
bibidh-ad-text: : পুরনো বাজারে বিক্রয় অভিজ্ঞ বিশ্বাসী কর্মী পরিচালক বিচিত্র জন্য যোগাযোগ করুন। ০১৭৩৬৯৭০৬৩৪। bbox=[269, 1492, 444, 1532]
sale-ad-title: রেডি ফ্ল্যাট বিক্রয় bbox=[95, 944, 169, 957]
lged-dept: Local Government Engineering Department bbox=[1140, 1333, 1335, 1345]
headline-adamji: আদমজী কোর্টসহ bbox=[561, 378, 706, 403]
lged-seal bbox=[1011, 1325, 1067, 1382]
sale-ad-title: ভাড়া হবে bbox=[95, 1410, 138, 1422]
dphe-row-number: 4 bbox=[471, 2044, 487, 2079]
dphe-signer-title: Executive Engineer, DPHE bbox=[854, 2221, 974, 2233]
lged-row-change: 21/04/2021, Upto 17.00pm bbox=[1344, 1505, 1463, 1540]
nctb-row-roll: ১৬০১৫৫০১ - ১৬০১৫৫২২ bbox=[1040, 2102, 1137, 2135]
sale-ad-title: দোকান বিক্রয় bbox=[95, 716, 164, 729]
headline-nepal: নেপালকে সৈয়দপুর bbox=[843, 146, 978, 166]
byline-ice: নিজস্ব প্রতিবেদক bbox=[1369, 758, 1436, 771]
body-sylhet: (পেছনের পৃষ্ঠার পর) সিলেট ওসমানী মেডিকেল কলেজ হাসপাতালে চিকিৎসাধীন অবস্থায় মারা যান তিনি। পরিবারের সদস্যরা জানান, কয়েক দিন ধরে তিনি জ্বর ও শ্বাসকষ্টে ভুগছিলেন। নমুনা পরীক্ষায় তার করোনা পজিটিভ আসে। স্বাস্থ্য বিভাগের তথ্যমতে এ নিয়ে জেলায় করোনায় মৃতের সংখ্যা বাড়ল। bbox=[269, 568, 444, 680]
sale-ad-item bbox=[95, 942, 256, 1018]
sale-ad-text: : অফিসে আরেকটি রেডি অফিস স্পেস বিক্রয় হবে। শ্রীমঙ্গল, মোহাম্মদপুর, কলাবাগান। ০১৬৭৩৮০৫৫৫৯। bbox=[95, 868, 256, 922]
headline-noman: মাওলানা নোমান ফয়েজীর ইন্তেকাল bbox=[281, 146, 431, 194]
sale-ad-text: : বসুন্ধরা সিটি শপিং কমপ্লেক্সে ৫ম তলায়, দোকান বিক্রয়/ভাড়া হবে। প্রকৃত ক্রেতাগণ যোগাযোগ করুন। ০১৬৩০-৬৩৭৫৯১। bbox=[95, 536, 256, 589]
classifieds-column bbox=[95, 143, 256, 2347]
bibidh-ad-title: বিবিধ bbox=[269, 1555, 292, 1567]
bpsc-office: বাংলাদেশ সরকারী কর্ম কমিশন সচিবালয় bbox=[613, 1523, 831, 1540]
nctb-th-roll: রোল নম্বর bbox=[1040, 1969, 1137, 2002]
